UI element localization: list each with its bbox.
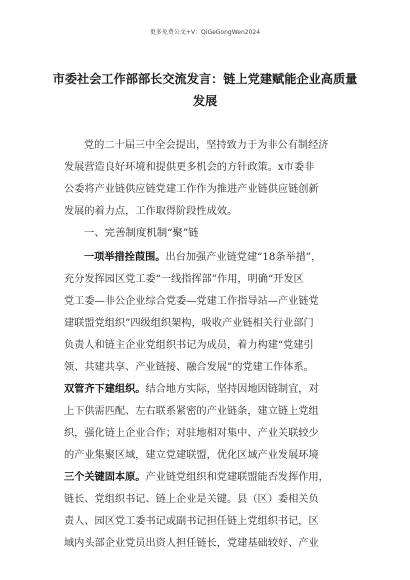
title-line-1: 市委社会工作部部长交流发言：链上党建赋能企业高质量 — [52, 72, 358, 86]
paragraph-text: 产业链党组织和党建联盟能否发挥作用， — [145, 472, 329, 483]
intro-line: 发展的着力点，工作取得阶段性成效。 — [64, 206, 238, 217]
intro-line: 党的二十届三中全会提出，坚持致力于为非公有制经济 — [84, 140, 329, 151]
paragraph-line: 负责人和链主企业党组织书记为成员，着力构建“党建引 — [64, 340, 314, 351]
paragraph-line: 的产业集聚区域，建立党建联盟，优化区域产业发展环境 — [64, 450, 319, 461]
paragraph-line: 责人、园区党工委书记或副书记担任链上党组织书记，区 — [64, 516, 319, 527]
section-heading-1: 一、完善制度机制“聚”链 — [84, 227, 199, 239]
paragraph-3 — [64, 466, 356, 555]
paragraph-line: 域内头部企业党员出资人担任链长，党建基础较好、产业 — [64, 538, 319, 549]
document-title — [0, 68, 410, 112]
paragraph-line — [64, 246, 356, 269]
paragraph-text: 出台加强产业链党建“18条举措”， — [165, 252, 322, 263]
header-note: 更多免费公文+V：QiGeGongWen2024 — [149, 29, 261, 36]
paragraph-line — [64, 378, 356, 401]
paragraph-lead: 一项举措拴葭围。 — [84, 251, 166, 263]
paragraph-line: 链长、党组织书记、链上企业是关键。县（区）委相关负 — [64, 494, 319, 505]
paragraph-line: 织，强化链上企业合作；对驻地相对集中、产业关联较少 — [64, 428, 319, 439]
paragraph-line: 党工委—非公企业综合党委—党建工作指导站—产业链党 — [64, 296, 319, 307]
intro-paragraph — [64, 135, 356, 223]
intro-line: 公委将产业链供应链党建工作作为推进产业链供应链创新 — [64, 184, 319, 195]
paragraph-line: 充分发挥园区党工委“一线指挥部”作用，明确“开发区 — [64, 274, 304, 285]
intro-line: 发展营造良好环境和提供更多机会的方针政策。x市委非 — [64, 162, 315, 173]
paragraph-line: 上下供需匹配、左右联系紧密的产业链条，建立链上党组 — [64, 406, 319, 417]
paragraph-text: 结合地方实际，坚持因地因链制宜，对 — [145, 384, 319, 395]
paragraph-lead: 双管齐下建组织。 — [64, 383, 146, 395]
paragraph-line: 建联盟党组织”四级组织架构，吸收产业链相关行业部门 — [64, 318, 314, 329]
paragraph-2 — [64, 378, 356, 467]
paragraph-1 — [64, 246, 356, 379]
title-line-2: 发展 — [192, 94, 218, 108]
paragraph-line: 领、共建共享、产业链接、融合发展”的党建工作体系。 — [64, 362, 314, 373]
paragraph-line — [64, 466, 356, 489]
paragraph-lead: 三个关键固本原。 — [64, 471, 146, 483]
